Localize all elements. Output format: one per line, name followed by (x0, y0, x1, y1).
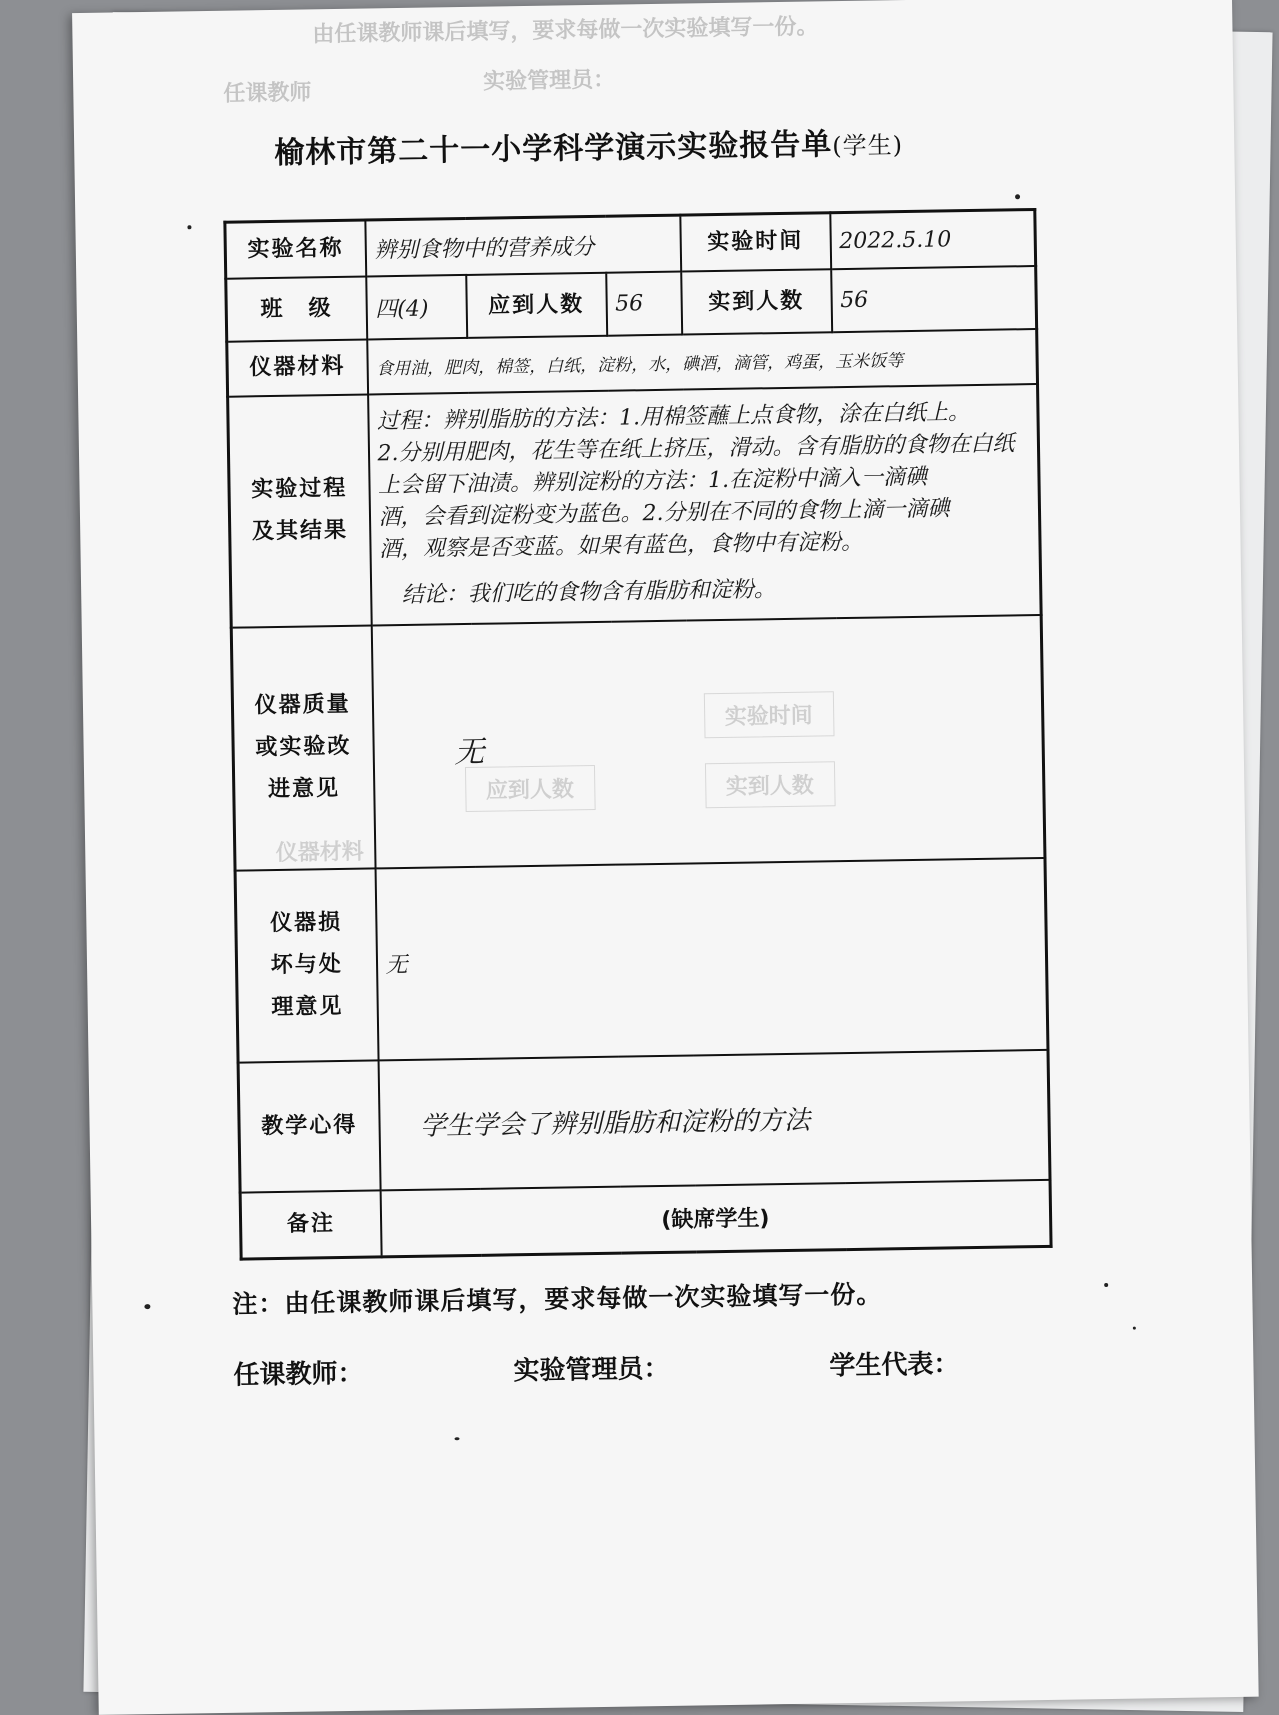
report-table (223, 208, 1052, 1261)
label-process-line1: 实验过程 (251, 476, 348, 503)
row-quality (231, 615, 1045, 871)
ghost-actual-label: 实到人数 (704, 761, 835, 808)
sign-student-rep: 学生代表： (829, 1349, 960, 1382)
label-experiment-name: 实验名称 (225, 220, 366, 279)
title-note: (学生) (832, 131, 904, 161)
row-remarks (240, 1180, 1051, 1260)
show-through-text (72, 3, 1232, 107)
title-text: 榆林市第二十一小学科学演示实验报告单 (274, 127, 833, 171)
value-actual-count: 56 (831, 266, 1037, 332)
process-line: 上会留下油渍。辨别淀粉的方法：1.在淀粉中滴入一滴碘 (377, 464, 928, 499)
process-line: 酒，会看到淀粉变为蓝色。2.分别在不同的食物上滴一滴碘 (378, 496, 950, 531)
toner-speck (1133, 1327, 1136, 1330)
value-teaching: 学生学会了辨别脂肪和淀粉的方法 (378, 1050, 1050, 1190)
label-process (228, 394, 372, 627)
value-quality: 无 (453, 734, 485, 771)
value-process (368, 384, 1042, 625)
label-remarks: 备注 (240, 1190, 381, 1259)
row-damage (235, 858, 1048, 1063)
report-sheet (72, 0, 1259, 1715)
value-experiment-name: 辨别食物中的营养成分 (365, 215, 681, 277)
ghost-top-line: 由任课教师课后填写，要求每做一次实验填写一份。 (312, 14, 819, 48)
toner-speck (454, 1437, 459, 1440)
process-line: 2.分别用肥肉，花生等在纸上挤压，滑动。含有脂肪的食物在白纸 (377, 431, 1015, 467)
ghost-expected-label: 应到人数 (464, 765, 595, 812)
ghost-manager: 实验管理员： (483, 67, 616, 95)
page-title (274, 118, 903, 172)
row-teaching (238, 1050, 1050, 1192)
ghost-materials-label: 仪器材料 (275, 839, 364, 867)
label-experiment-time: 实验时间 (680, 213, 831, 272)
process-line: 过程：辨别脂肪的方法：1.用棉签蘸上点食物，涂在白纸上。 (376, 400, 971, 435)
value-materials: 食用油，肥肉，棉签，白纸，淀粉，水，碘酒，滴管，鸡蛋，玉米饭等 (367, 329, 1038, 394)
label-quality-line1: 仪器质量 (254, 692, 351, 719)
sign-teacher: 任课教师： (233, 1358, 364, 1391)
process-line: 酒，观察是否变蓝。如果有蓝色，食物中有淀粉。 (378, 529, 864, 563)
ghost-time-label: 实验时间 (703, 691, 834, 738)
label-materials: 仪器材料 (227, 340, 368, 397)
label-damage (235, 868, 378, 1063)
toner-speck (1104, 1283, 1108, 1287)
toner-speck (144, 1304, 150, 1309)
sign-manager: 实验管理员： (513, 1353, 670, 1387)
footer-note: 注：由任课教师课后填写，要求每做一次实验填写一份。 (232, 1279, 883, 1319)
label-damage-line3: 理意见 (271, 993, 344, 1020)
label-actual-count: 实到人数 (681, 269, 832, 334)
process-conclusion: 结论：我们吃的食物含有脂肪和淀粉。 (401, 577, 776, 609)
label-teaching: 教学心得 (238, 1060, 380, 1192)
label-quality-line2: 或实验改 (255, 733, 352, 761)
value-damage: 无 (375, 858, 1048, 1061)
label-class: 班 级 (226, 277, 367, 342)
row-process (228, 384, 1042, 628)
value-class: 四(4) (366, 275, 467, 339)
value-remarks: (缺席学生) (380, 1180, 1051, 1257)
value-experiment-time: 2022.5.10 (830, 210, 1036, 270)
label-damage-line2: 坏与处 (270, 951, 343, 978)
ghost-teacher: 任课教师 (223, 80, 312, 107)
label-expected-count: 应到人数 (466, 273, 607, 338)
toner-speck (1015, 194, 1020, 199)
toner-speck (187, 225, 191, 229)
label-process-line2: 及其结果 (251, 517, 349, 545)
label-damage-line1: 仪器损 (269, 910, 343, 937)
label-quality-line3: 进意见 (267, 775, 341, 803)
value-expected-count: 56 (606, 272, 682, 336)
